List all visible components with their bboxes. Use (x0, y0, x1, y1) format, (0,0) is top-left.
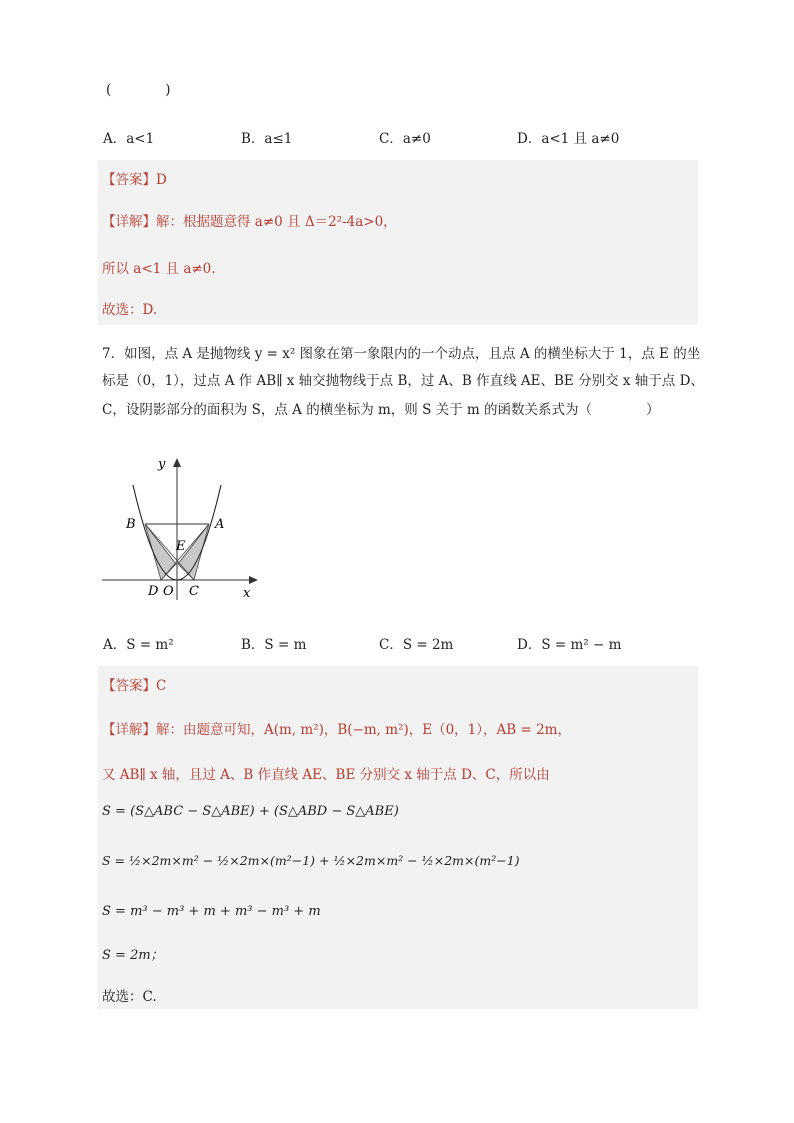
prev-option-d: D．a<1 且 a≠0 (517, 131, 620, 147)
y-axis-arrow (173, 458, 181, 467)
q7-line-2: 标是（0，1），过点 A 作 AB∥ x 轴交抛物线于点 B，过 A、B 作直线 AE、BE 分别交 x 轴于点 D、 (102, 373, 704, 389)
x-axis-arrow (249, 576, 258, 584)
shaded-region-left (145, 524, 176, 580)
label-x: x (243, 586, 251, 601)
prev-detail-line-2: 所以 a<1 且 a≠0. (102, 261, 216, 277)
detail-text: 解：根据题意得 a≠0 且 Δ＝2²-4a>0， (156, 214, 397, 230)
q7-equation-4: S = 2m； (102, 948, 164, 963)
q7-line-1: 7．如图，点 A 是抛物线 y = x² 图象在第一象限内的一个动点，且点 A 的横坐标大于 1，点 E 的坐 (102, 346, 701, 362)
prev-option-c: C．a≠0 (379, 131, 431, 147)
q7-option-d: D．S = m² − m (517, 637, 622, 653)
detail-label: 【详解】 (102, 722, 156, 738)
q7-detail-line-2: 又 AB∥ x 轴，且过 A、B 作直线 AE、BE 分别交 x 轴于点 D、C，所以由 (102, 767, 550, 783)
detail-text: 解：由题意可知，A(m, m²)，B(−m, m²)，E（0，1），AB = 2m， (156, 722, 571, 738)
q7-option-a: A．S = m² (103, 637, 174, 653)
label-b: B (126, 517, 136, 532)
q7-equation-2: S = ½×2m×m² − ½×2m×(m²−1) + ½×2m×m² − ½×2m×(m²−1) (102, 853, 520, 868)
answer-value: D (156, 172, 167, 188)
prev-option-a: A．a<1 (103, 131, 155, 147)
q7-answer-line (102, 674, 166, 694)
line-bc (145, 524, 194, 580)
label-c: C (189, 584, 199, 599)
answer-label: 【答案】 (102, 172, 156, 188)
prev-answer-box (98, 160, 698, 325)
parabola-figure (98, 450, 268, 605)
q7-detail-line-1 (102, 718, 571, 738)
label-d: D (148, 584, 159, 599)
prev-detail-line-3: 故选：D. (102, 302, 158, 318)
label-o: O (163, 584, 174, 599)
prev-question-bracket: ( ) (106, 82, 171, 98)
q7-equation-1: S = (S△ABC − S△ABE) + (S△ABD − S△ABE) (102, 804, 399, 819)
answer-label: 【答案】 (102, 678, 156, 694)
label-y: y (158, 457, 166, 472)
prev-answer-line (102, 168, 167, 188)
q7-option-b: B．S = m (241, 637, 307, 653)
q7-line-3: C，设阴影部分的面积为 S，点 A 的横坐标为 m，则 S 关于 m 的函数关系式为（ ） (102, 402, 660, 418)
q7-option-c: C．S = 2m (379, 637, 454, 653)
answer-value: C (156, 678, 167, 694)
label-e: E (176, 539, 186, 554)
prev-option-b: B．a≤1 (241, 131, 293, 147)
q7-conclusion: 故选：C. (102, 989, 157, 1005)
q7-equation-3: S = m³ − m³ + m + m³ − m³ + m (102, 904, 321, 919)
detail-label: 【详解】 (102, 214, 156, 230)
prev-detail-line-1 (102, 210, 397, 230)
label-a: A (215, 517, 225, 532)
